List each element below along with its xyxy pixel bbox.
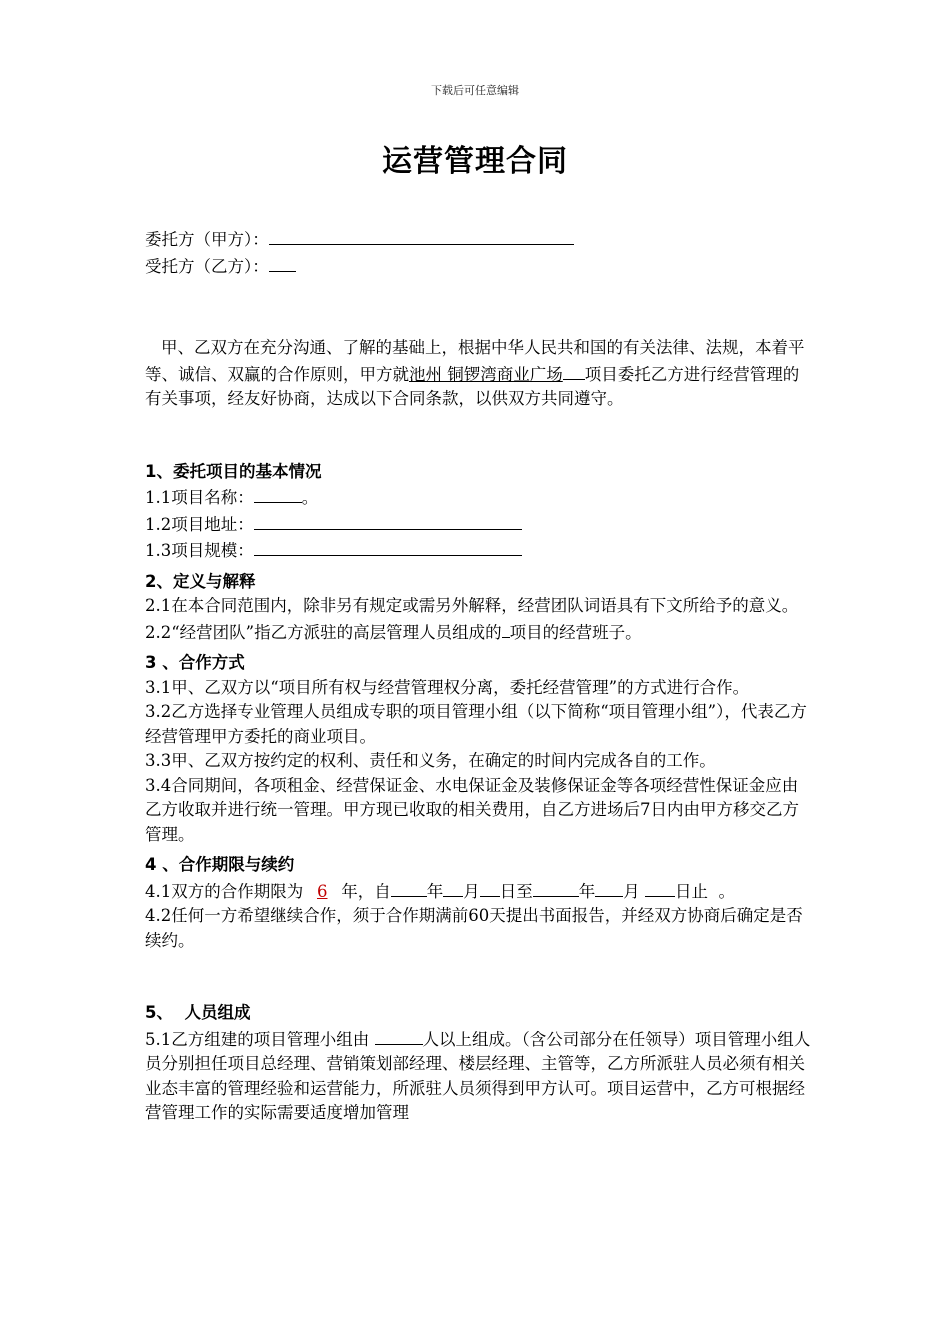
para-5-1-part1: 5.1乙方组建的项目管理小组由 xyxy=(145,1029,375,1049)
end-year-blank xyxy=(533,878,579,897)
party-b-label: 受托方（乙方）： xyxy=(145,256,269,276)
start-month-label: 月 xyxy=(463,881,480,901)
header-note: 下载后可任意编辑 xyxy=(431,84,519,97)
para-4-1-part1: 4.1双方的合作期限为 xyxy=(145,881,304,901)
end-month-blank xyxy=(595,878,623,897)
para-4-2: 4.2任何一方希望继续合作，须于合作期满前60天提出书面报告，并经双方协商后确定是否续约。 xyxy=(145,906,803,950)
end-month-label: 月 xyxy=(623,881,640,901)
item-1-1-blank xyxy=(254,484,302,503)
start-year-label: 年 xyxy=(426,881,444,901)
para-4-1-period: 。 xyxy=(718,881,735,901)
para-2-2-blank xyxy=(502,619,510,638)
party-b-line xyxy=(145,253,813,280)
para-2-1: 2.1在本合同范围内，除非另有规定或需另外解释，经营团队词语具有下文所给予的意义。 xyxy=(145,596,799,615)
intro-part2: 项目委托乙方进行经营管理的有关事项，经友好协商，达成以下合同条款，以供双方共同遵守。 xyxy=(145,364,800,408)
item-1-1-label: 1.1项目名称： xyxy=(145,488,254,507)
party-a-blank xyxy=(269,226,574,245)
item-1-2 xyxy=(145,511,813,538)
start-day-blank xyxy=(480,878,500,897)
para-2-2 xyxy=(145,619,813,646)
section-1-heading: 1、委托项目的基本情况 xyxy=(145,461,322,481)
item-1-3-label: 1.3项目规模： xyxy=(145,541,254,560)
end-day-blank xyxy=(645,878,675,897)
para-3-1: 3.1甲、乙双方以“项目所有权与经营管理权分离，委托经营管理”的方式进行合作。 xyxy=(145,677,750,697)
para-5-1 xyxy=(145,1026,813,1126)
party-b-blank xyxy=(269,253,296,272)
intro-blank xyxy=(563,361,585,380)
para-3-4: 3.4合同期间，各项租金、经营保证金、水电保证金及装修保证金等各项经营性保证金应由乙方收取并进行统一管理。甲方现已收取的相关费用，自乙方进场后7日内由甲方移交乙方管理。 xyxy=(145,775,799,844)
end-day-label: 日止 xyxy=(675,881,708,901)
end-year-label: 年 xyxy=(578,881,596,901)
item-1-2-label: 1.2项目地址： xyxy=(145,514,254,534)
intro-project-name: 池州 铜锣湾商业广场 xyxy=(409,364,563,384)
start-day-label: 日至 xyxy=(499,881,533,901)
item-1-1-end: 。 xyxy=(301,488,319,507)
term-years-value: 6 xyxy=(317,881,328,901)
item-1-2-blank xyxy=(254,511,522,530)
para-4-1-from: 年，自 xyxy=(341,881,391,901)
staff-count-blank xyxy=(375,1026,423,1045)
para-3-3: 3.3甲、乙双方按约定的权利、责任和义务，在确定的时间内完成各自的工作。 xyxy=(145,751,716,770)
party-a-line xyxy=(145,226,813,253)
start-month-blank xyxy=(443,878,463,897)
para-4-1 xyxy=(145,878,813,905)
item-1-3-blank xyxy=(254,537,522,556)
party-a-label: 委托方（甲方）： xyxy=(145,230,269,249)
item-1-1 xyxy=(145,484,813,511)
intro-paragraph xyxy=(145,336,813,412)
section-4-heading: 4 、合作期限与续约 xyxy=(145,855,295,874)
para-2-2-part1: 2.2“经营团队”指乙方派驻的高层管理人员组成的 xyxy=(145,622,502,642)
para-3-2: 3.2乙方选择专业管理人员组成专职的项目管理小组（以下简称“项目管理小组”），代表乙方经营管理甲方委托的商业项目。 xyxy=(145,702,807,746)
para-5-1-part2: 人以上组成。（含公司部分在任领导）项目管理小组人员分别担任项目总经理、营销策划部经理、楼层经理、主管等，乙方所派驻人员必须有相关业态丰富的管理经验和运营能力，所派驻人员须得到甲方认可。项目运营中，乙方可根据经营管理工作的实际需要适度增加管理 xyxy=(145,1029,811,1122)
document-body xyxy=(145,226,813,1126)
section-3-heading: 3 、合作方式 xyxy=(145,653,245,672)
item-1-3 xyxy=(145,537,813,564)
start-year-blank xyxy=(391,878,427,897)
para-2-2-part2: 项目的经营班子。 xyxy=(509,622,642,642)
section-2-heading: 2、定义与解释 xyxy=(145,571,256,591)
intro-part1: 甲、乙双方在充分沟通、了解的基础上，根据中华人民共和国的有关法律、法规，本着平等、诚信、双赢的合作原则，甲方就 xyxy=(145,338,805,384)
document-title: 运营管理合同 xyxy=(382,144,568,179)
section-5-heading: 5、 人员组成 xyxy=(145,1003,251,1022)
